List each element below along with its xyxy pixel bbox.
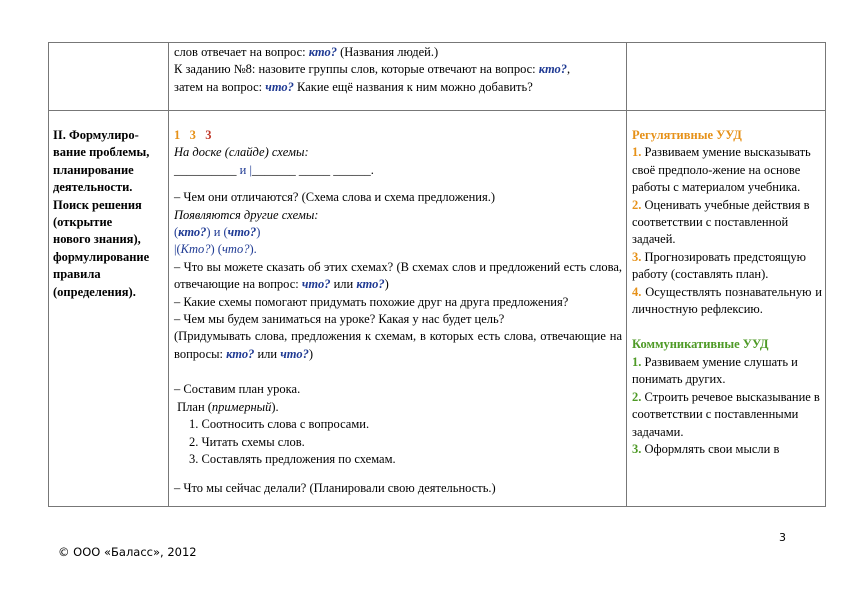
- row1-line2: К заданию №8: назовите группы слов, которые отвечают на вопрос: кто?,: [174, 62, 571, 77]
- uud-item: 2. Оценивать учебные действия в соответствии с поставленной задачей.: [632, 197, 810, 247]
- stage-numbers: 1 3 3: [174, 128, 212, 142]
- other-schemes-label: Появляются другие схемы:: [174, 207, 319, 222]
- uud-item: 2. Строить речевое высказывание в соответствии с поставленными задачами.: [632, 389, 820, 439]
- row1-content-cell: [169, 44, 627, 96]
- stage-line: Поиск решения: [53, 197, 142, 212]
- board-label: На доске (слайде) схемы:: [174, 145, 309, 160]
- page-number: 3: [779, 531, 786, 544]
- stage-line: нового знания),: [53, 232, 141, 247]
- stage-line: (открытие: [53, 215, 113, 230]
- stage-line: формулирование: [53, 249, 150, 264]
- stage-line: (определения).: [53, 284, 136, 299]
- row1-line1: слов отвечает на вопрос: кто? (Названия людей.): [174, 45, 439, 59]
- stage-line: планирование: [53, 162, 134, 177]
- uud-item: 3. Прогнозировать предстоящую работу (составлять план).: [632, 249, 806, 282]
- question-4: – Чем мы будем заниматься на уроке? Какая у нас будет цель?: [174, 312, 505, 327]
- lesson-table: [48, 42, 826, 507]
- plan-item: 1. Соотносить слова с вопросами.: [189, 417, 370, 432]
- row1-line3: затем на вопрос: что? Какие ещё названия к ним можно добавить?: [174, 79, 533, 94]
- scheme-3: |(Кто?) (что?).: [174, 242, 257, 257]
- footer-copyright: © ООО «Баласс», 2012: [58, 545, 197, 559]
- question-6: – Что мы сейчас делали? (Планировали свою деятельность.): [174, 481, 496, 496]
- question-3: – Какие схемы помогают придумать похожие друг на друга предложения?: [174, 294, 569, 309]
- uud-cell: [627, 127, 827, 458]
- stage-line: вание проблемы,: [53, 145, 150, 160]
- stage-line: деятельности.: [53, 180, 133, 195]
- regulative-uud-title: Регулятивные УУД: [632, 128, 742, 142]
- uud-item: 3. Оформлять свои мысли в: [632, 441, 780, 456]
- stage-line: II. Формулиро-: [53, 128, 139, 142]
- uud-item: 1. Развиваем умение слушать и понимать других.: [632, 354, 798, 387]
- plan-intro: – Составим план урока.: [174, 382, 301, 397]
- uud-item: 1. Развиваем умение высказывать своё предполо-жение на основе работы с материалом учебника.: [632, 145, 811, 195]
- question-2: – Что вы можете сказать об этих схемах? (В схемах слов и предложений есть слова, отвечающие на вопрос: что? или кто?): [174, 259, 622, 292]
- plan-item: 2. Читать схемы слов.: [189, 434, 305, 449]
- stage-line: правила: [53, 267, 101, 282]
- uud-item: 4. Осуществлять познавательную и личностную рефлексию.: [632, 284, 822, 317]
- stage-title-cell: [49, 127, 169, 301]
- activity-cell: [169, 127, 627, 498]
- communicative-uud-title: Коммуникативные УУД: [632, 337, 769, 352]
- plan-label: План (примерный).: [177, 399, 279, 414]
- scheme-line: __________ и |_______ _____ ______.: [174, 162, 374, 177]
- row-divider: [49, 110, 825, 111]
- scheme-2: (кто?) и (что?): [174, 225, 261, 240]
- question-1: – Чем они отличаются? (Схема слова и схема предложения.): [174, 190, 496, 205]
- question-5: (Придумывать слова, предложения к схемам, в которых есть слова, отвечающие на вопросы: кто? или что?): [174, 329, 622, 361]
- plan-item: 3. Составлять предложения по схемам.: [189, 451, 396, 466]
